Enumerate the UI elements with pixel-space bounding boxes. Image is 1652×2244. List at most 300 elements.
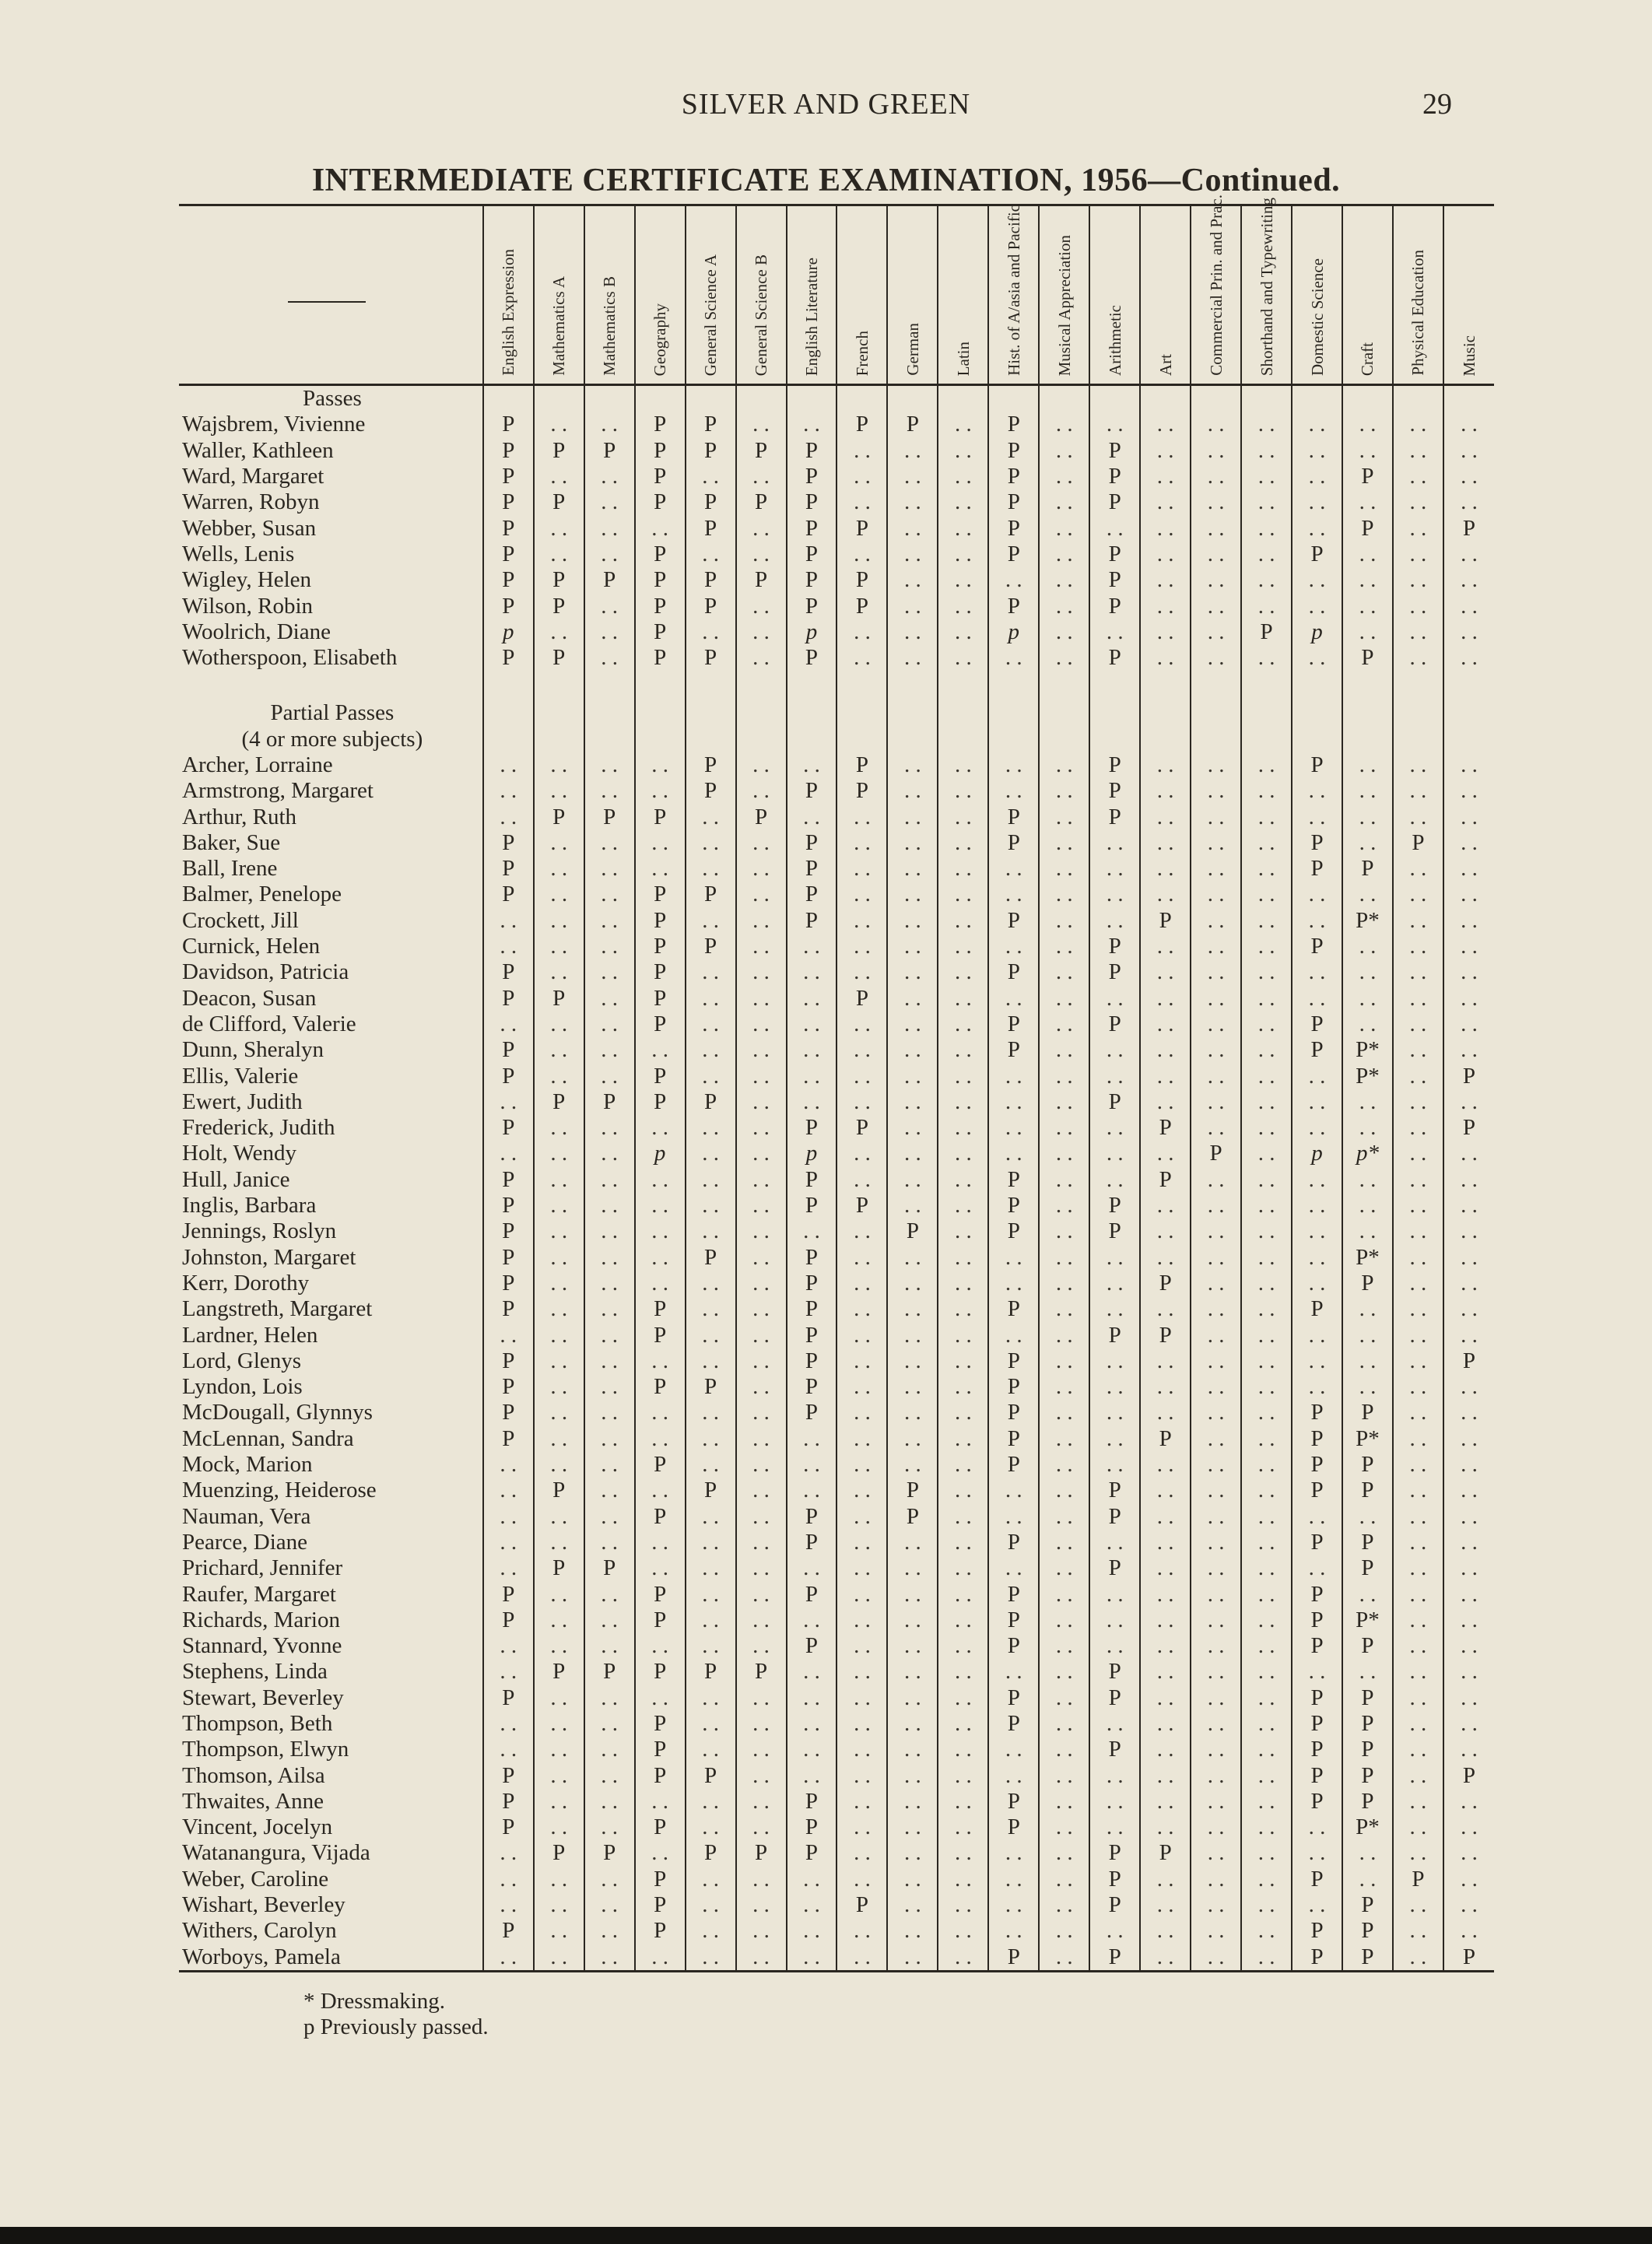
student-row <box>179 830 1494 856</box>
dot-leader: . . <box>702 1633 719 1659</box>
mark-cell <box>988 1762 1039 1788</box>
mark-cell <box>887 727 938 752</box>
result-mark: P <box>1412 829 1425 855</box>
dot-leader: . . <box>1409 1944 1427 1969</box>
mark-cell <box>534 489 584 515</box>
mark-cell <box>1443 752 1494 778</box>
mark-cell <box>1443 1685 1494 1711</box>
mark-cell <box>787 412 837 437</box>
mark-cell <box>988 1218 1039 1244</box>
dot-leader: . . <box>803 1918 820 1944</box>
mark-cell <box>1241 934 1292 959</box>
mark-cell <box>837 1193 887 1218</box>
student-name: Mock, Marion <box>182 1452 313 1478</box>
mark-cell <box>1089 1218 1140 1244</box>
mark-cell <box>988 778 1039 804</box>
mark-cell <box>1089 986 1140 1012</box>
mark-cell <box>1089 1063 1140 1089</box>
dot-leader: . . <box>702 959 719 985</box>
dot-leader: . . <box>500 778 517 804</box>
student-name: Thomson, Ailsa <box>182 1762 325 1788</box>
dot-leader: . . <box>1409 412 1427 437</box>
mark-cell <box>837 1867 887 1892</box>
dot-leader: . . <box>752 1555 770 1581</box>
mark-cell <box>483 1063 534 1089</box>
dot-leader: . . <box>1156 593 1174 619</box>
mark-cell <box>988 830 1039 856</box>
result-mark: P <box>1007 1788 1020 1814</box>
dot-leader: . . <box>1409 1840 1427 1866</box>
dot-leader: . . <box>854 619 871 644</box>
mark-cell <box>635 542 686 567</box>
student-row <box>179 1814 1494 1840</box>
mark-cell <box>1191 645 1241 671</box>
mark-cell <box>1393 1608 1443 1633</box>
mark-cell <box>1292 1944 1342 1972</box>
mark-cell <box>1443 778 1494 804</box>
mark-cell <box>988 593 1039 619</box>
dot-leader: . . <box>651 1529 668 1555</box>
mark-cell <box>1292 1840 1342 1866</box>
student-name: Raufer, Margaret <box>182 1581 336 1607</box>
mark-cell <box>686 1115 736 1141</box>
dot-leader: . . <box>752 1607 770 1632</box>
mark-cell <box>1393 1012 1443 1037</box>
mark-cell <box>686 438 736 464</box>
dot-leader: . . <box>1257 1555 1275 1581</box>
mark-cell <box>938 1348 988 1374</box>
mark-cell <box>1443 385 1494 412</box>
mark-cell <box>938 1555 988 1581</box>
mark-cell <box>1039 1555 1089 1581</box>
dot-leader: . . <box>1359 437 1377 463</box>
mark-cell <box>686 1271 736 1296</box>
mark-cell <box>1241 385 1292 412</box>
dot-leader: . . <box>702 1555 719 1581</box>
dot-leader: . . <box>1055 1659 1073 1685</box>
result-mark: P <box>805 567 819 593</box>
mark-cell <box>887 778 938 804</box>
dot-leader: . . <box>1207 464 1225 489</box>
mark-cell <box>584 1530 635 1555</box>
mark-cell <box>1191 1608 1241 1633</box>
mark-cell <box>938 1322 988 1348</box>
mark-cell <box>1191 567 1241 593</box>
dot-leader: . . <box>954 412 972 437</box>
mark-cell <box>938 1892 988 1918</box>
student-row <box>179 1711 1494 1737</box>
result-mark: P <box>1361 1944 1374 1969</box>
mark-cell <box>988 752 1039 778</box>
student-row <box>179 1063 1494 1089</box>
dot-leader: . . <box>1359 829 1377 855</box>
dot-leader: . . <box>702 1892 719 1918</box>
result-mark: P <box>502 1685 515 1710</box>
mark-cell <box>1140 1296 1191 1322</box>
mark-cell <box>1191 1659 1241 1685</box>
mark-cell <box>635 1711 686 1737</box>
mark-cell <box>1342 515 1393 541</box>
mark-cell <box>1292 1167 1342 1193</box>
mark-cell <box>887 1012 938 1037</box>
mark-cell <box>1191 671 1241 700</box>
dot-leader: . . <box>1207 489 1225 515</box>
dot-leader: . . <box>601 1737 619 1762</box>
dot-leader: . . <box>1461 1011 1478 1036</box>
mark-cell <box>1191 986 1241 1012</box>
dot-leader: . . <box>550 1814 568 1840</box>
dot-leader: . . <box>1156 1141 1174 1166</box>
mark-cell <box>938 1115 988 1141</box>
result-mark: P <box>1108 464 1121 489</box>
mark-cell <box>534 959 584 985</box>
dot-leader: . . <box>1055 856 1073 882</box>
mark-cell <box>1241 882 1292 907</box>
mark-cell <box>938 856 988 882</box>
mark-cell <box>1342 1918 1393 1944</box>
mark-cell <box>635 464 686 489</box>
dot-leader: . . <box>550 959 568 985</box>
dot-leader: . . <box>1005 1762 1022 1788</box>
mark-cell <box>686 1218 736 1244</box>
subject-header-label: Latin <box>953 341 973 376</box>
dot-leader: . . <box>1207 829 1225 855</box>
dot-leader: . . <box>1409 1193 1427 1218</box>
mark-cell <box>1140 1374 1191 1400</box>
mark-cell <box>938 1478 988 1503</box>
mark-cell <box>1393 1503 1443 1529</box>
result-mark: P <box>1159 1115 1172 1141</box>
mark-cell <box>635 1918 686 1944</box>
mark-cell <box>736 1789 787 1814</box>
mark-cell <box>887 412 938 437</box>
result-mark: P <box>1007 1218 1020 1244</box>
dot-leader: . . <box>1257 412 1275 437</box>
dot-leader: . . <box>1359 1011 1377 1036</box>
mark-cell <box>837 1115 887 1141</box>
dot-leader: . . <box>1156 1581 1174 1607</box>
result-mark: P <box>502 959 515 985</box>
mark-cell <box>1191 1426 1241 1452</box>
dot-leader: . . <box>1257 1296 1275 1322</box>
dot-leader: . . <box>854 1866 871 1892</box>
mark-cell <box>1393 1633 1443 1659</box>
dot-leader: . . <box>752 1244 770 1270</box>
dot-leader: . . <box>752 1089 770 1114</box>
mark-cell <box>1140 567 1191 593</box>
mark-cell <box>1342 1115 1393 1141</box>
mark-cell <box>483 1478 534 1503</box>
mark-cell <box>483 1374 534 1400</box>
mark-cell <box>584 1581 635 1607</box>
dot-leader: . . <box>1055 1529 1073 1555</box>
mark-cell <box>635 1503 686 1529</box>
mark-cell <box>483 385 534 412</box>
mark-cell <box>534 882 584 907</box>
result-mark: P <box>1310 752 1324 777</box>
dot-leader: . . <box>1106 1581 1124 1607</box>
mark-cell <box>938 1762 988 1788</box>
dot-leader: . . <box>1257 1452 1275 1478</box>
mark-cell <box>483 1530 534 1555</box>
dot-leader: . . <box>1156 882 1174 907</box>
result-mark: P <box>1310 1710 1324 1736</box>
dot-leader: . . <box>1106 985 1124 1011</box>
mark-cell <box>584 1762 635 1788</box>
result-mark: P <box>502 1166 515 1192</box>
dot-leader: . . <box>1409 1322 1427 1348</box>
mark-cell <box>635 1581 686 1607</box>
mark-cell <box>1443 1918 1494 1944</box>
mark-cell <box>938 1530 988 1555</box>
dot-leader: . . <box>904 907 921 933</box>
mark-cell <box>736 542 787 567</box>
dot-leader: . . <box>904 1581 921 1607</box>
mark-cell <box>938 804 988 829</box>
result-mark: P <box>1108 1011 1121 1036</box>
dot-leader: . . <box>1207 959 1225 985</box>
footnote-dressmaking: * Dressmaking. <box>303 1989 446 2014</box>
result-mark: P <box>805 1115 819 1141</box>
dot-leader: . . <box>1461 804 1478 829</box>
mark-cell <box>938 567 988 593</box>
dot-leader: . . <box>1207 1788 1225 1814</box>
dot-leader: . . <box>601 1296 619 1322</box>
dot-leader: . . <box>550 1400 568 1425</box>
dot-leader: . . <box>1005 1918 1022 1944</box>
mark-cell <box>584 567 635 593</box>
mark-cell <box>483 1892 534 1918</box>
mark-cell <box>887 934 938 959</box>
mark-cell <box>635 1374 686 1400</box>
mark-cell <box>584 438 635 464</box>
dot-leader: . . <box>752 1633 770 1659</box>
mark-cell <box>787 727 837 752</box>
dot-leader: . . <box>1106 1141 1124 1166</box>
dot-leader: . . <box>550 1737 568 1762</box>
mark-cell <box>1140 438 1191 464</box>
dot-leader: . . <box>904 1840 921 1866</box>
dot-leader: . . <box>954 1166 972 1192</box>
dot-leader: . . <box>1409 1685 1427 1710</box>
dot-leader: . . <box>1308 489 1326 515</box>
mark-cell <box>887 1555 938 1581</box>
dot-leader: . . <box>702 829 719 855</box>
mark-cell <box>1241 1762 1292 1788</box>
mark-cell <box>736 778 787 804</box>
mark-cell <box>837 1608 887 1633</box>
dot-leader: . . <box>1005 934 1022 959</box>
dot-leader: . . <box>1257 1218 1275 1244</box>
mark-cell <box>584 1711 635 1737</box>
student-name: Wilson, Robin <box>182 593 314 619</box>
mark-cell <box>1191 515 1241 541</box>
mark-cell <box>1241 1478 1292 1503</box>
dot-leader: . . <box>1461 1452 1478 1478</box>
mark-cell <box>837 1530 887 1555</box>
mark-cell <box>1140 1892 1191 1918</box>
mark-cell <box>1089 1167 1140 1193</box>
mark-cell <box>1191 727 1241 752</box>
result-mark: P <box>754 489 768 515</box>
mark-cell <box>1292 700 1342 726</box>
dot-leader: . . <box>500 1529 517 1555</box>
dot-leader: . . <box>752 934 770 959</box>
dot-leader: . . <box>1156 1193 1174 1218</box>
dot-leader: . . <box>500 1944 517 1969</box>
mark-cell <box>686 1633 736 1659</box>
dot-leader: . . <box>954 645 972 671</box>
dot-leader: . . <box>803 1425 820 1451</box>
mark-cell <box>686 489 736 515</box>
dot-leader: . . <box>1156 1374 1174 1400</box>
dot-leader: . . <box>1207 515 1225 541</box>
dot-leader: . . <box>1106 829 1124 855</box>
dot-leader: . . <box>1461 1633 1478 1659</box>
result-mark: P <box>552 437 566 463</box>
dot-leader: . . <box>752 1322 770 1348</box>
result-mark: P <box>855 1892 869 1918</box>
dot-leader: . . <box>954 1944 972 1969</box>
dot-leader: . . <box>1257 1659 1275 1685</box>
mark-cell <box>534 1789 584 1814</box>
mark-cell <box>534 1659 584 1685</box>
dot-leader: . . <box>1409 437 1427 463</box>
dot-leader: . . <box>954 1866 972 1892</box>
mark-cell <box>887 1581 938 1607</box>
student-row <box>179 778 1494 804</box>
mark-cell <box>1393 1167 1443 1193</box>
mark-cell <box>1089 778 1140 804</box>
mark-cell <box>1140 1452 1191 1478</box>
mark-cell <box>938 1814 988 1840</box>
dot-leader: . . <box>954 619 972 644</box>
mark-cell <box>787 593 837 619</box>
mark-cell <box>1241 542 1292 567</box>
mark-cell <box>1241 671 1292 700</box>
mark-cell <box>1089 489 1140 515</box>
mark-cell <box>1191 1737 1241 1762</box>
mark-cell <box>534 1762 584 1788</box>
dot-leader: . . <box>550 907 568 933</box>
dot-leader: . . <box>601 1115 619 1141</box>
result-mark: P <box>1108 778 1121 804</box>
mark-cell <box>584 1478 635 1503</box>
dot-leader: . . <box>752 1737 770 1762</box>
mark-cell <box>1292 1348 1342 1374</box>
dot-leader: . . <box>803 1659 820 1685</box>
dot-leader: . . <box>1207 593 1225 619</box>
mark-cell <box>483 1789 534 1814</box>
dot-leader: . . <box>1156 829 1174 855</box>
mark-cell <box>736 1452 787 1478</box>
dot-leader: . . <box>702 1710 719 1736</box>
dot-leader: . . <box>1207 1089 1225 1114</box>
mark-cell <box>1089 1840 1140 1866</box>
student-name: Curnick, Helen <box>182 934 321 959</box>
mark-cell <box>1191 934 1241 959</box>
mark-cell <box>1191 1245 1241 1271</box>
dot-leader: . . <box>1207 1193 1225 1218</box>
dot-leader: . . <box>1005 1063 1022 1089</box>
dot-leader: . . <box>1409 752 1427 777</box>
mark-cell <box>635 593 686 619</box>
mark-cell <box>534 700 584 726</box>
dot-leader: . . <box>803 1452 820 1478</box>
dot-leader: . . <box>1409 1011 1427 1036</box>
mark-cell <box>1089 1530 1140 1555</box>
mark-cell <box>1443 1530 1494 1555</box>
dot-leader: . . <box>1055 1011 1073 1036</box>
result-mark: P <box>603 437 616 463</box>
mark-cell <box>988 1296 1039 1322</box>
student-row <box>179 1115 1494 1141</box>
dot-leader: . . <box>500 804 517 829</box>
mark-cell <box>1342 438 1393 464</box>
mark-cell <box>1342 1218 1393 1244</box>
result-mark: P <box>502 985 515 1011</box>
dot-leader: . . <box>601 1425 619 1451</box>
mark-cell <box>938 1218 988 1244</box>
mark-cell <box>938 438 988 464</box>
mark-cell <box>1089 1608 1140 1633</box>
dot-leader: . . <box>752 1529 770 1555</box>
student-row <box>179 1218 1494 1244</box>
mark-cell <box>736 804 787 829</box>
mark-cell <box>635 1762 686 1788</box>
result-mark: P <box>654 1374 667 1400</box>
dot-leader: . . <box>954 1478 972 1503</box>
result-mark: P <box>502 882 515 907</box>
dot-leader: . . <box>1461 1892 1478 1918</box>
dot-leader: . . <box>904 1166 921 1192</box>
mark-cell <box>736 1633 787 1659</box>
mark-cell <box>1292 489 1342 515</box>
dot-leader: . . <box>1359 752 1377 777</box>
result-mark: P <box>502 645 515 671</box>
student-name: Baker, Sue <box>182 829 281 855</box>
mark-cell <box>1443 1037 1494 1063</box>
dot-leader: . . <box>1055 412 1073 437</box>
mark-cell <box>534 567 584 593</box>
dot-leader: . . <box>954 515 972 541</box>
dot-leader: . . <box>1409 567 1427 593</box>
dot-leader: . . <box>500 1452 517 1478</box>
result-mark: P <box>1108 934 1121 959</box>
mark-cell <box>1292 645 1342 671</box>
mark-cell <box>1292 593 1342 619</box>
dot-leader: . . <box>1156 437 1174 463</box>
mark-cell <box>635 1840 686 1866</box>
mark-cell <box>483 1685 534 1711</box>
mark-cell <box>1292 385 1342 412</box>
dot-leader: . . <box>702 1400 719 1425</box>
mark-cell <box>787 1296 837 1322</box>
dot-leader: . . <box>904 804 921 829</box>
mark-cell <box>1140 1089 1191 1115</box>
mark-cell <box>1241 1711 1292 1737</box>
mark-cell <box>1140 1348 1191 1374</box>
mark-cell <box>1039 412 1089 437</box>
result-mark: P <box>502 1270 515 1296</box>
mark-cell <box>1140 464 1191 489</box>
mark-cell <box>584 1555 635 1581</box>
subject-header <box>887 205 938 385</box>
mark-cell <box>887 1867 938 1892</box>
mark-cell <box>1191 1400 1241 1425</box>
result-mark: P <box>1007 959 1020 985</box>
mark-cell <box>686 1193 736 1218</box>
